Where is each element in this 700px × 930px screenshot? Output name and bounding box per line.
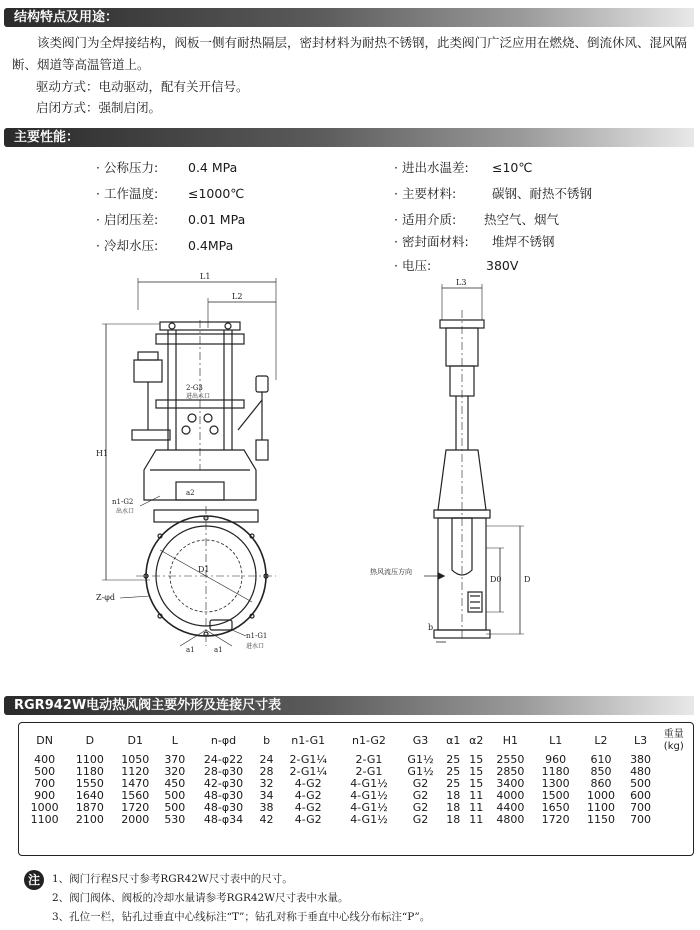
table-cell: 11 [469, 801, 484, 814]
table-cell: 1050 [121, 753, 150, 766]
dimensions-table [22, 728, 690, 826]
col-header: n-φd [210, 734, 237, 747]
note-item: 2、阀门阀体、阀板的冷却水量请参考RGR42W尺寸表中水量。 [52, 892, 349, 904]
col-header: n1-G1 [291, 734, 326, 747]
table-cell: 48-φ30 [203, 801, 244, 814]
label-L1: L1 [200, 272, 211, 281]
table-cell-weight [658, 802, 690, 814]
table-cell-weight [658, 790, 690, 802]
label-a1-left: a1 [186, 646, 195, 654]
table-cell: 18 [446, 789, 461, 802]
spec-value: 0.01 MPa [188, 212, 246, 227]
spec-value: 碳钢、耐热不锈钢 [492, 186, 593, 201]
table-cell: 700 [630, 813, 652, 826]
table-cell: 11 [469, 813, 484, 826]
table-cell: 1180 [541, 765, 570, 778]
table-cell: 4-G2 [294, 813, 322, 826]
table-cell: G2 [412, 813, 429, 826]
table-cell: 500 [34, 765, 56, 778]
table-cell: 1500 [541, 789, 570, 802]
table-cell: 4-G1½ [350, 813, 388, 826]
notes-badge: 注 [24, 870, 44, 890]
table-cell: 48-φ30 [203, 789, 244, 802]
spec-row [96, 160, 238, 176]
spec-row [96, 238, 234, 254]
spec-label: · 启闭压差: [96, 212, 159, 227]
spec-row [394, 212, 560, 228]
col-header: L1 [549, 734, 563, 747]
spec-value: ≤10℃ [492, 160, 533, 175]
table-cell: 4-G2 [294, 777, 322, 790]
table-cell: 25 [446, 765, 461, 778]
drive-mode-text: 驱动方式：电动驱动，配有关开信号。 [36, 79, 249, 94]
col-header: L3 [634, 734, 648, 747]
table-cell: 4400 [496, 801, 525, 814]
table-cell-weight [658, 778, 690, 790]
table-cell-weight [658, 814, 690, 826]
spec-value: 380V [486, 258, 519, 273]
col-header: b [263, 734, 271, 747]
table-cell: 1470 [121, 777, 150, 790]
spec-label: · 适用介质: [394, 212, 457, 227]
table-cell: G1½ [407, 765, 434, 778]
table-cell: G1½ [407, 753, 434, 766]
table-cell: 4-G1½ [350, 789, 388, 802]
spec-label: · 冷却水压: [96, 238, 159, 253]
table-cell: 450 [164, 777, 186, 790]
table-cell: G2 [412, 801, 429, 814]
open-close-text: 启闭方式：强制启闭。 [36, 100, 162, 115]
label-outlet: 出水口 [116, 508, 135, 515]
table-cell: 48-φ34 [203, 813, 244, 826]
table-cell: 1120 [121, 765, 150, 778]
col-header: L2 [594, 734, 608, 747]
col-header: α1 [446, 734, 461, 747]
label-G3: 2-G3 [186, 384, 203, 392]
spec-value: 堆焊不锈钢 [492, 234, 555, 249]
table-cell: 2100 [75, 813, 104, 826]
table-cell: 700 [630, 801, 652, 814]
table-cell: 480 [630, 765, 652, 778]
table-cell: 1650 [541, 801, 570, 814]
label-L2: L2 [232, 292, 243, 301]
spec-row [394, 186, 593, 202]
note-item: 3、孔位一栏，钻孔过垂直中心线标注“T”；钻孔对称于垂直中心线分布标注“P”。 [52, 911, 431, 923]
table-cell: G2 [412, 777, 429, 790]
col-header: D1 [127, 734, 143, 747]
table-cell: 2850 [496, 765, 525, 778]
spec-row [394, 234, 555, 250]
col-header: L [171, 734, 178, 747]
table-cell: 530 [164, 813, 186, 826]
spec-label: · 主要材料: [394, 186, 457, 201]
label-D0: D0 [490, 575, 502, 584]
table-cell: 1000 [30, 801, 59, 814]
table-cell: 3400 [496, 777, 525, 790]
table-cell: 380 [630, 753, 652, 766]
table-cell: 42-φ30 [203, 777, 244, 790]
label-n1G2: n1-G2 [112, 498, 134, 506]
table-cell: 370 [164, 753, 186, 766]
spec-value: ≤1000℃ [188, 186, 245, 201]
table-cell: 1100 [30, 813, 59, 826]
table-cell: 11 [469, 789, 484, 802]
table-cell: 1100 [586, 801, 615, 814]
section-header-performance: 主要性能： [4, 128, 694, 147]
table-cell: 32 [259, 777, 274, 790]
col-header: G3 [412, 734, 429, 747]
label-L3: L3 [456, 278, 467, 287]
table-cell: 25 [446, 753, 461, 766]
table-cell: 1640 [75, 789, 104, 802]
table-cell: 1870 [75, 801, 104, 814]
spec-row [96, 212, 246, 228]
table-cell: 4-G1½ [350, 777, 388, 790]
table-cell: 1180 [75, 765, 104, 778]
table-cell: 1550 [75, 777, 104, 790]
label-a2: a2 [186, 489, 195, 497]
table-cell: 960 [545, 753, 567, 766]
table-cell: 500 [164, 801, 186, 814]
table-cell: 1300 [541, 777, 570, 790]
table-cell: 2-G1¼ [289, 765, 328, 778]
table-cell: 28 [259, 765, 274, 778]
valve-technical-drawing [0, 270, 700, 690]
label-H1: H1 [96, 449, 109, 458]
table-cell: 34 [259, 789, 274, 802]
spec-label: · 电压: [394, 258, 432, 273]
table-cell: 15 [469, 777, 484, 790]
table-cell: 4000 [496, 789, 525, 802]
table-cell: 400 [34, 753, 56, 766]
spec-label: · 公称压力: [96, 160, 159, 175]
spec-value: 0.4 MPa [188, 160, 238, 175]
table-cell: 1150 [586, 813, 615, 826]
col-header: n1-G2 [352, 734, 386, 747]
spec-label: · 密封面材料: [394, 234, 469, 249]
table-cell: 2-G1¼ [289, 753, 328, 766]
col-header: DN [36, 734, 53, 747]
label-b: b [428, 623, 434, 632]
table-cell: 24 [259, 753, 274, 766]
table-cell: 500 [630, 777, 652, 790]
table-cell: 4-G2 [294, 801, 322, 814]
table-cell: 42 [259, 813, 274, 826]
table-cell: 15 [469, 753, 484, 766]
table-cell: 1720 [121, 801, 150, 814]
table-cell: 700 [34, 777, 56, 790]
table-cell: 500 [164, 789, 186, 802]
label-n1G1: n1-G1 [246, 632, 268, 640]
col-header: H1 [502, 734, 519, 747]
table-cell: 4-G2 [294, 789, 322, 802]
col-header: D [85, 734, 95, 747]
table-cell: 18 [446, 813, 461, 826]
table-cell: 4-G1½ [350, 801, 388, 814]
section-header-structure: 结构特点及用途： [4, 8, 694, 27]
section-header-table: RGR942W电动热风阀主要外形及连接尺寸表 [4, 696, 694, 715]
table-cell-weight [658, 766, 690, 778]
table-cell: 850 [590, 765, 612, 778]
label-flow-direction: 热风流压方向 [370, 568, 412, 576]
table-cell: 600 [630, 789, 652, 802]
col-header: α2 [469, 734, 484, 747]
table-cell: 610 [590, 753, 612, 766]
spec-label: · 工作温度: [96, 186, 159, 201]
label-a1-right: a1 [214, 646, 223, 654]
table-cell: 860 [590, 777, 612, 790]
spec-label: · 进出水温差: [394, 160, 469, 175]
table-cell: 2000 [121, 813, 150, 826]
table-cell: 900 [34, 789, 56, 802]
table-cell: 28-φ30 [203, 765, 244, 778]
table-cell: 2-G1 [355, 765, 383, 778]
spec-row [394, 160, 533, 176]
table-cell: 25 [446, 777, 461, 790]
table-cell: 15 [469, 765, 484, 778]
spec-value: 0.4MPa [188, 238, 234, 253]
col-header-weight: 重量 (kg) [663, 729, 684, 752]
label-D: D [524, 575, 531, 584]
table-cell: 18 [446, 801, 461, 814]
table-cell: G2 [412, 789, 429, 802]
table-cell: 24-φ22 [203, 753, 244, 766]
table-cell: 2-G1 [355, 753, 383, 766]
spec-row [96, 186, 245, 202]
table-cell: 1720 [541, 813, 570, 826]
table-row [22, 814, 690, 826]
table-cell: 1560 [121, 789, 150, 802]
label-D1: D1 [198, 565, 210, 574]
table-cell: 1100 [75, 753, 104, 766]
label-inlet-note: 进出水口 [186, 393, 211, 400]
table-cell: 1000 [586, 789, 615, 802]
label-inlet: 进水口 [246, 643, 265, 650]
note-item: 1、阀门行程S尺寸参考RGR42W尺寸表中的尺寸。 [52, 873, 293, 885]
spec-value: 热空气、烟气 [484, 212, 560, 227]
table-cell: 320 [164, 765, 186, 778]
table-cell-weight [658, 754, 690, 766]
structure-paragraph: 该类阀门为全焊接结构，阀板一侧有耐热隔层，密封材料为耐热不锈钢，此类阀门广泛应用在燃烧、倒流休风、混风隔断、烟道等高温管道上。 [12, 35, 688, 72]
table-cell: 2550 [496, 753, 525, 766]
table-cell: 4800 [496, 813, 525, 826]
table-header-row [22, 728, 690, 754]
label-zphid: Z-φd [96, 593, 115, 602]
table-cell: 38 [259, 801, 274, 814]
